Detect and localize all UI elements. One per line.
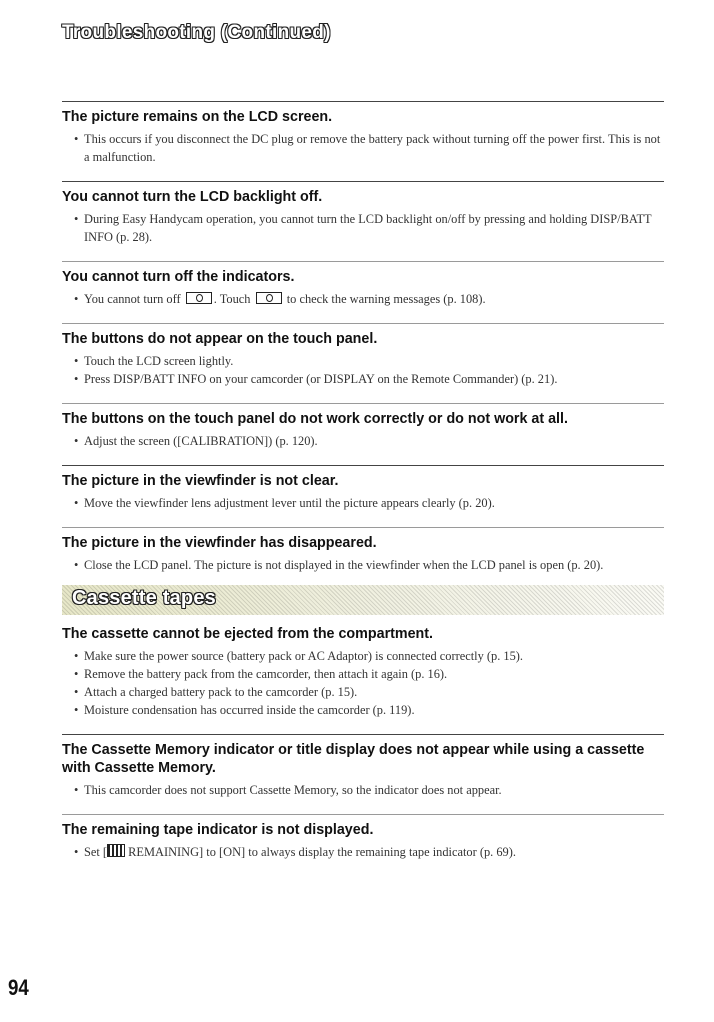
- cassette-tapes-banner: [62, 585, 664, 615]
- bullet-item: • Remove the battery pack from the camcorder, then attach it again (p. 16).: [84, 665, 664, 683]
- section-heading: The remaining tape indicator is not displayed.: [62, 822, 374, 838]
- section-buttons-not-appear: [62, 323, 664, 403]
- bullet-item: • Attach a charged battery pack to the camcorder (p. 15).: [84, 683, 664, 701]
- bullet-item: • During Easy Handycam operation, you cannot turn the LCD backlight on/off by pressing and holding DISP/BATT INFO (p. 28).: [84, 210, 664, 246]
- bullet-list: [62, 352, 664, 388]
- bullet-text-part: You cannot turn off: [84, 292, 181, 306]
- section-indicators: [62, 261, 664, 323]
- warning-indicator-icon: [256, 292, 282, 304]
- bullet-text-part: to check the warning messages (p. 108).: [286, 292, 486, 306]
- bullet-item: [84, 290, 664, 308]
- bullet-list: [62, 843, 664, 861]
- bullet-item: • Close the LCD panel. The picture is not displayed in the viewfinder when the LCD panel is open (p. 20).: [84, 556, 664, 574]
- section-heading: The picture in the viewfinder is not clear.: [62, 473, 339, 489]
- section-picture-remains: [62, 101, 664, 181]
- bullet-item: • Adjust the screen ([CALIBRATION]) (p. 120).: [84, 432, 664, 450]
- bullet-text-part: . Touch: [213, 292, 251, 306]
- bullet-list: [62, 290, 664, 308]
- section-remaining-tape: [62, 814, 664, 861]
- bullet-text-part: Set [: [84, 845, 108, 859]
- section-viewfinder-not-clear: [62, 465, 664, 527]
- section-heading: The buttons do not appear on the touch panel.: [62, 331, 378, 347]
- page-number: 94: [8, 975, 29, 1000]
- section-lcd-backlight: [62, 181, 664, 261]
- bullet-list: [62, 432, 664, 450]
- section-heading: The buttons on the touch panel do not work correctly or do not work at all.: [62, 411, 568, 427]
- section-buttons-not-work: [62, 403, 664, 465]
- section-heading: You cannot turn the LCD backlight off.: [62, 189, 323, 205]
- section-cassette-eject: [62, 625, 664, 734]
- bullet-item: [84, 843, 664, 861]
- bullet-list: [62, 210, 664, 246]
- bullet-list: [62, 781, 664, 799]
- section-viewfinder-disappeared: [62, 527, 664, 574]
- section-heading: The cassette cannot be ejected from the compartment.: [62, 626, 434, 642]
- bullet-item: • Move the viewfinder lens adjustment lever until the picture appears clearly (p. 20).: [84, 494, 664, 512]
- section-heading: The picture remains on the LCD screen.: [62, 109, 333, 125]
- bullet-list: [62, 647, 664, 719]
- bullet-text-part: REMAINING] to [ON] to always display the remaining tape indicator (p. 69).: [125, 845, 516, 859]
- section-heading: You cannot turn off the indicators.: [62, 269, 295, 285]
- bullet-item: • This camcorder does not support Cassette Memory, so the indicator does not appear.: [84, 781, 664, 799]
- tape-icon: [107, 844, 125, 857]
- bullet-item: • Touch the LCD screen lightly.: [84, 352, 664, 370]
- bullet-list: [62, 130, 664, 166]
- bullet-item: • Press DISP/BATT INFO on your camcorder (or DISPLAY on the Remote Commander) (p. 21).: [84, 370, 664, 388]
- page-title: Troubleshooting (Continued): [62, 22, 331, 43]
- warning-indicator-icon: [186, 292, 212, 304]
- content: [62, 101, 664, 861]
- section-cassette-memory: [62, 734, 664, 814]
- bullet-list: [62, 494, 664, 512]
- banner-title: Cassette tapes: [72, 587, 216, 609]
- bullet-item: • Make sure the power source (battery pack or AC Adaptor) is connected correctly (p. 15).: [84, 647, 664, 665]
- section-heading: The Cassette Memory indicator or title display does not appear while using a cassette with Cassette Memory.: [62, 742, 645, 776]
- section-heading: The picture in the viewfinder has disappeared.: [62, 535, 377, 551]
- bullet-list: [62, 556, 664, 574]
- bullet-item: • This occurs if you disconnect the DC plug or remove the battery pack without turning off the power first. This is not a malfunction.: [84, 130, 664, 166]
- bullet-item: • Moisture condensation has occurred inside the camcorder (p. 119).: [84, 701, 664, 719]
